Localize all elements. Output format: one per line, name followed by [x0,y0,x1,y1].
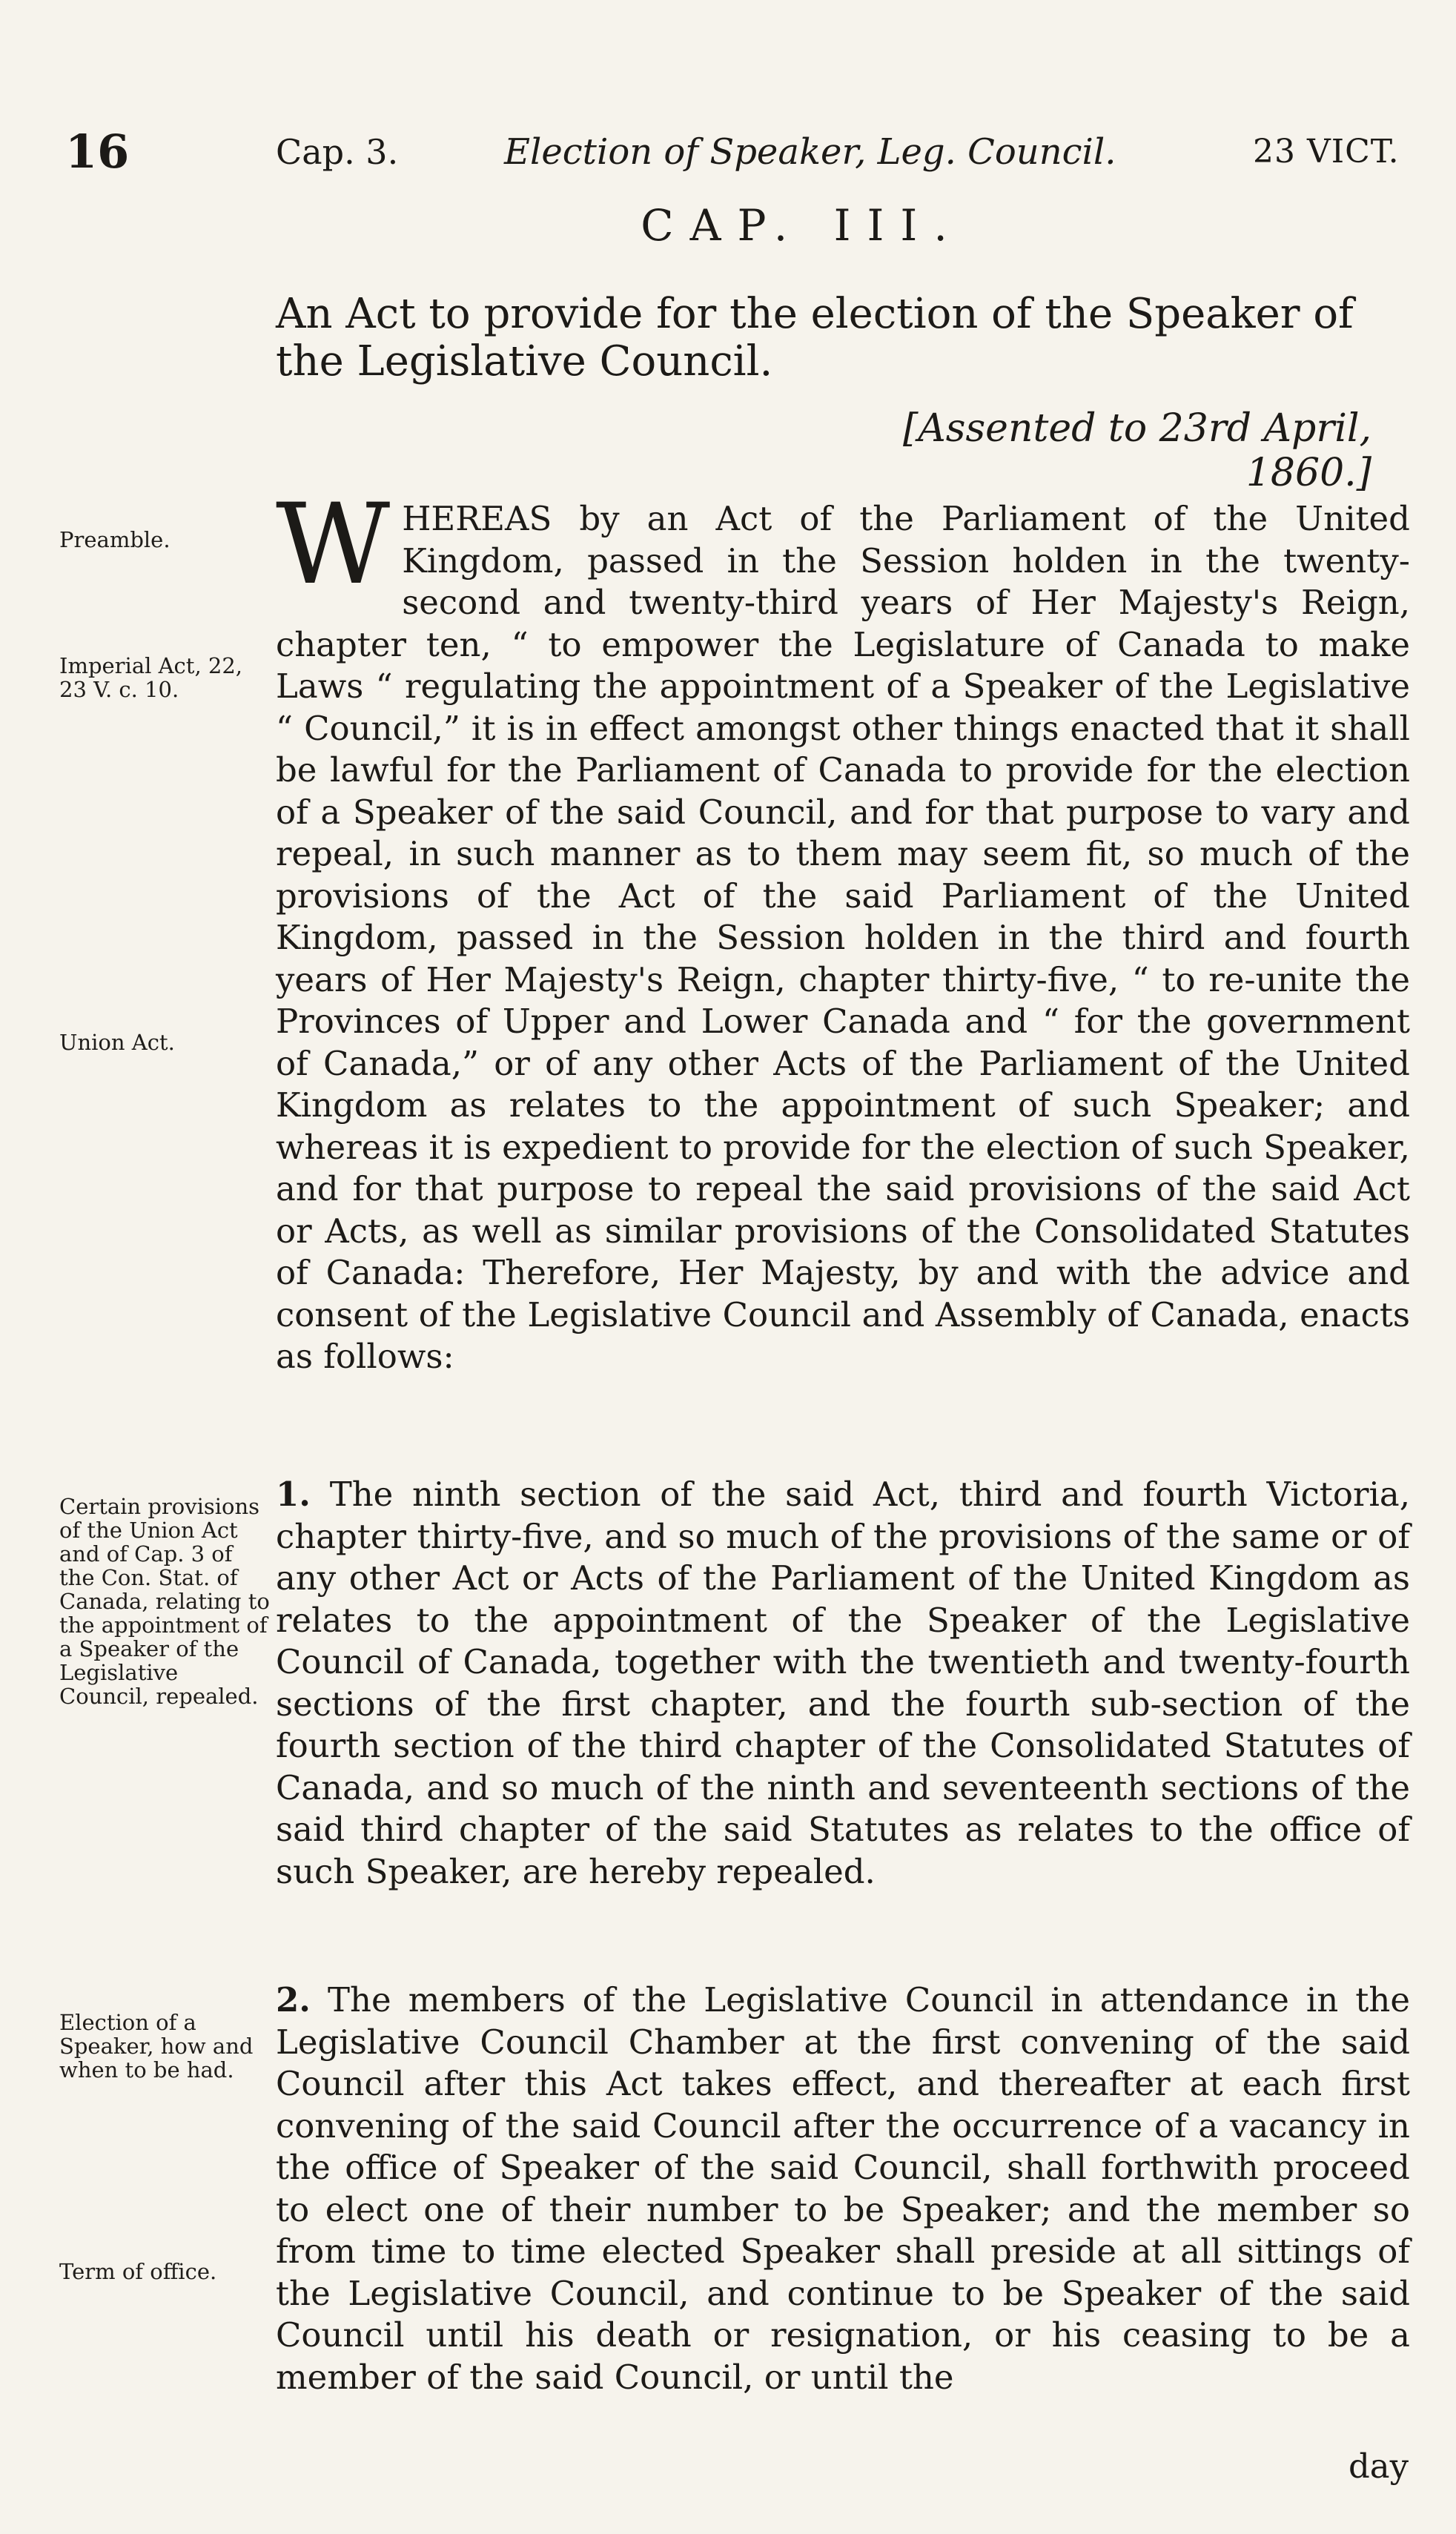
act-title: An Act to provide for the election of the Speaker of the Legislative Council. [276,290,1354,386]
section-2-paragraph [276,1979,1410,2398]
regnal-year: 23 VICT. [1253,133,1400,171]
catchword: day [1348,2447,1409,2486]
section-2-text: The members of the Legislative Council in attendance in the Legislative Council Chamber at the first convening of the said Council after this Act takes effect, and thereafter at each first convening of the said Council after the occurrence of a vacancy in the office of Speaker of the said Council, shall forthwith proceed to elect one of their number to be Speaker; and the member so from time to time elected Speaker shall preside at all sittings of the Legislative Council, and continue to be Speaker of the said Council until his death or resignation, or his ceasing to be a member of the said Council, or until the [276,1980,1410,2397]
margin-note-certain-provisions: Certain provisions of the Union Act and of Cap. 3 of the Con. Stat. of Canada, relating to the appointment of a Speaker of the Legislative Council, repealed. [59,1494,270,1709]
preamble-text: HEREAS by an Act of the Parliament of the United Kingdom, passed in the Session holden in the twenty-second and twenty-third years of Her Majesty's Reign, chapter ten, “ to empower the Legislature of Canada to make Laws “ regulating the appointment of a Speaker of the Legislative “ Council,” it is in effect amongst other things enacted that it shall be lawful for the Parliament of Canada to provide for the election of a Speaker of the said Council, and for that purpose to vary and repeal, in such manner as to them may seem fit, so much of the provisions of the Act of the said Parliament of the United Kingdom, passed in the Session holden in the third and fourth years of Her Majesty's Reign, chapter thirty-five, “ to re-unite the Provinces of Upper and Lower Canada and “ for the government of Canada,” or of any other Acts of the Parliament of the United Kingdom as relates to the appointment of such Speaker; and whereas it is expedient to provide for the election of such Speaker, and for that purpose to repeal the said provisions of the said Act or Acts, as well as similar provisions of the Consolidated Statutes of Canada: Therefore, Her Majesty, by and with the advice and consent of the Legislative Council and Assembly of Canada, enacts as follows: [276,499,1410,1376]
section-1-number: 1. [276,1475,311,1514]
preamble-paragraph [276,480,1410,1378]
running-title: Election of Speaker, Leg. Council. [504,131,1116,173]
margin-note-election: Election of a Speaker, how and when to be had. [59,2010,254,2083]
section-2-number: 2. [276,1980,311,2019]
section-1-paragraph [276,1474,1410,1893]
margin-note-preamble: Preamble. [59,527,171,552]
drop-cap: W [276,480,391,609]
margin-note-term: Term of office. [59,2259,217,2284]
margin-note-union-act: Union Act. [59,1030,175,1055]
assent-date [801,406,1371,495]
running-chapter: Cap. 3. [276,132,399,172]
section-1-text: The ninth section of the said Act, third and fourth Victoria, chapter thirty-five, and so much of the provisions of the same or of any other Act or Acts of the Parliament of the United Kingdom as relates to the appointment of the Speaker of the Legislative Council of Canada, together with the twentieth and twenty-fourth sections of the first chapter, and the fourth sub-section of the fourth section of the third chapter of the Consolidated Statutes of Canada, and so much of the ninth and seventeenth sections of the said third chapter of the said Statutes as relates to the office of such Speaker, are hereby repealed. [276,1475,1410,1891]
assent-text: [Assented to 23rd April, 1860.] [902,406,1371,495]
page-number: 16 [65,125,130,179]
margin-note-imperial-act: Imperial Act, 22, 23 V. c. 10. [59,653,242,702]
chapter-heading: CAP. III. [641,200,964,251]
